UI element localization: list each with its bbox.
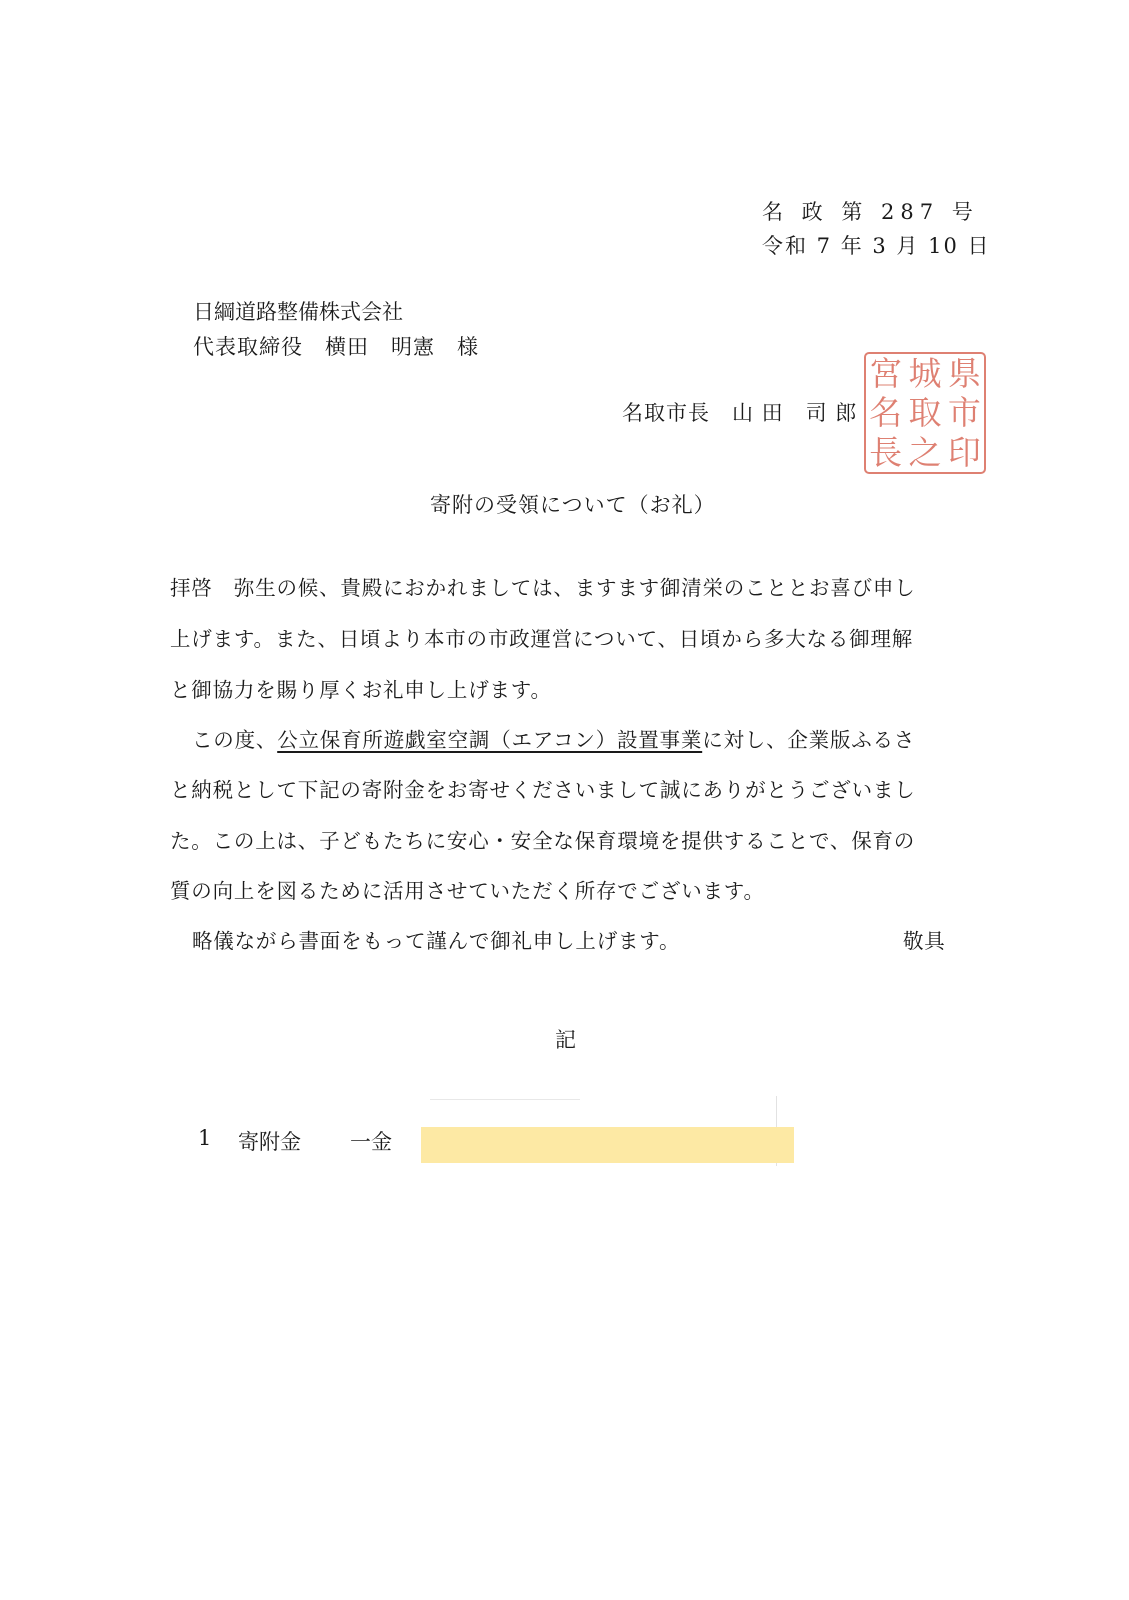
recipient-person: 代表取締役 横田 明憲 様 xyxy=(193,335,479,359)
body-line-4-post: に対し、企業版ふるさ xyxy=(702,728,916,752)
reference-number: 名 政 第 287 号 xyxy=(762,200,979,224)
project-name: 公立保育所遊戯室空調（エアコン）設置事業 xyxy=(277,728,703,752)
document-title: 寄附の受領について（お礼） xyxy=(430,493,716,517)
body-line-6: た。この上は、子どもたちに安心・安全な保育環境を提供することで、保育の xyxy=(170,829,916,853)
body-line-3: と御協力を賜り厚くお礼申し上げます。 xyxy=(170,678,552,702)
document-date: 令和 7 年 3 月 10 日 xyxy=(762,234,991,258)
recipient-company: 日綱道路整備株式会社 xyxy=(193,300,403,324)
redacted-amount xyxy=(421,1127,794,1163)
body-line-8: 略儀ながら書面をもって謹んで御礼申し上げます。 xyxy=(192,929,681,953)
body-line-7: 質の向上を図るために活用させていただく所存でございます。 xyxy=(170,879,765,903)
body-line-2: 上げます。また、日頃より本市の市政運営について、日頃から多大なる御理解 xyxy=(170,627,914,651)
sender-name: 名取市長 山 田 司 郎 xyxy=(622,401,858,425)
body-line-4-pre: この度、 xyxy=(192,728,278,752)
amount-prefix: 一金 xyxy=(350,1130,392,1154)
closing-word: 敬具 xyxy=(903,929,946,953)
record-item-label: 寄附金 xyxy=(238,1130,301,1154)
body-line-5: と納税として下記の寄附金をお寄せくださいまして誠にありがとうございまし xyxy=(170,778,916,802)
record-heading: 記 xyxy=(555,1028,576,1052)
body-line-4 xyxy=(192,723,915,753)
official-seal: 宮 城 県 名 取 市 長 之 印 xyxy=(864,352,986,474)
scan-artifact-line xyxy=(430,1099,580,1100)
record-item-number: 1 xyxy=(198,1126,212,1150)
body-line-1: 拝啓 弥生の候、貴殿におかれましては、ますます御清栄のこととお喜び申し xyxy=(170,576,916,600)
